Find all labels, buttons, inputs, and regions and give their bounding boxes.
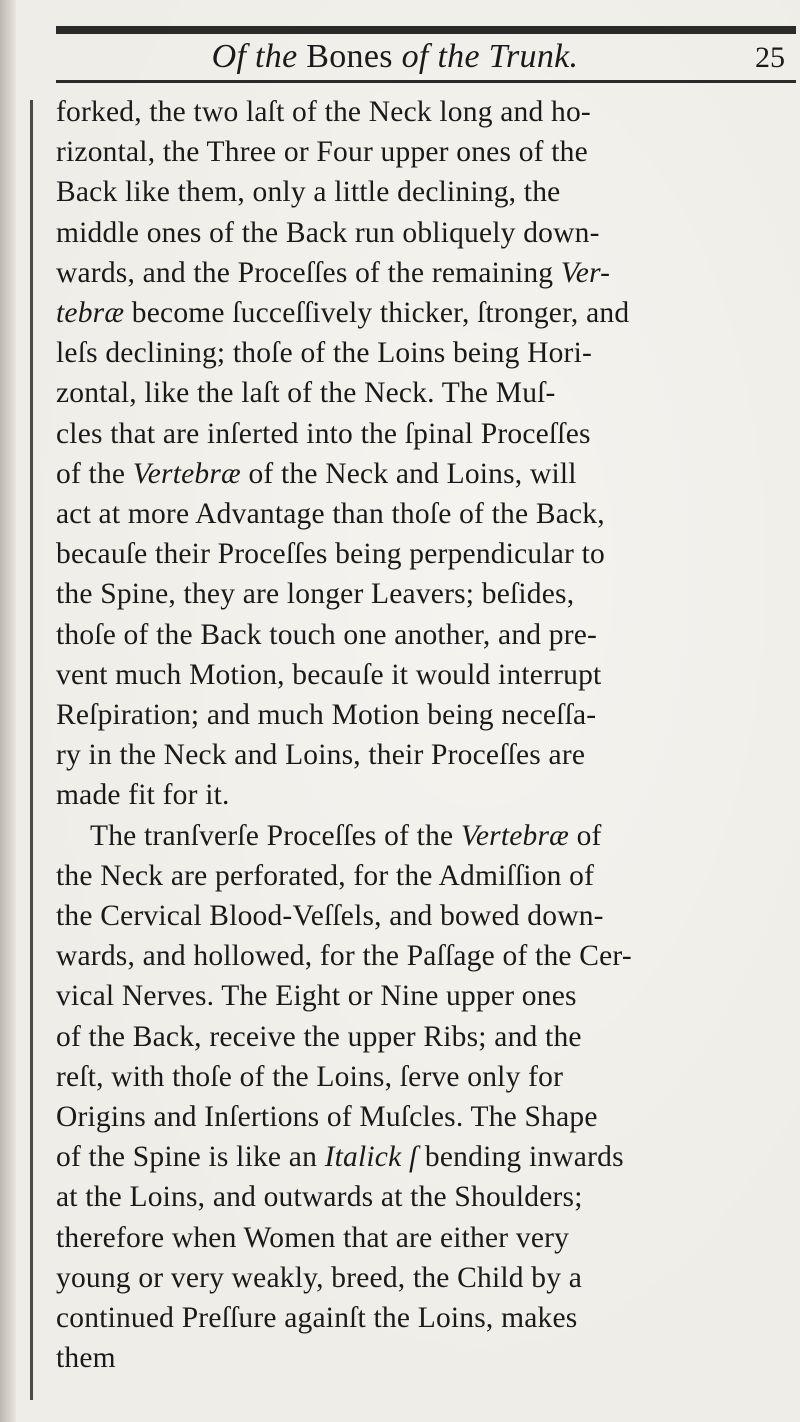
text-segment: become ſucceſſively thicker, ſtronger, and (124, 297, 630, 329)
text-segment: vent much Motion, becauſe it would interrupt (56, 658, 602, 691)
running-head-part: of the Trunk. (401, 38, 579, 75)
text-segment: act at more Advantage than thoſe of the Back, (56, 498, 605, 530)
text-segment: therefore when Women that are either very (56, 1221, 570, 1254)
text-line (56, 215, 756, 251)
text-segment: made fit for it. (56, 779, 230, 812)
text-line (56, 978, 756, 1014)
text-line (56, 617, 756, 653)
text-segment: Vertebræ (460, 819, 570, 852)
text-line (56, 1340, 756, 1376)
running-head (60, 36, 730, 78)
text-line (56, 697, 756, 733)
text-line (56, 777, 756, 813)
text-segment: of the (56, 457, 133, 490)
text-segment: Back like them, only a little declining, the (56, 176, 561, 209)
text-line (56, 456, 756, 492)
text-segment: Vertebræ (132, 457, 241, 490)
text-line (56, 375, 756, 411)
text-line (56, 938, 756, 974)
text-segment: Ver- (560, 256, 611, 289)
text-line (56, 1139, 756, 1175)
text-segment: of (569, 819, 602, 852)
text-line (56, 174, 756, 210)
top-rule (56, 26, 796, 34)
text-segment: middle ones of the Back run obliquely down- (56, 216, 600, 249)
text-segment: cles that are inſerted into the ſpinal Proceſſes (56, 417, 591, 450)
text-segment: thoſe of the Back touch one another, and pre- (56, 618, 598, 651)
text-line (56, 1059, 756, 1095)
text-line (56, 295, 756, 331)
text-segment: rizontal, the Three or Four upper ones of the (56, 136, 588, 169)
text-line (56, 576, 756, 612)
text-segment: Italick ſ (324, 1141, 418, 1174)
margin-shadow (30, 100, 33, 1400)
text-line (56, 134, 756, 170)
text-segment: reſt, with thoſe of the Loins, ſerve only for (56, 1060, 564, 1093)
page-number: 25 (755, 41, 785, 74)
text-line (56, 335, 756, 371)
running-head-part: the (255, 38, 298, 75)
text-segment: young or very weakly, breed, the Child by a (56, 1261, 583, 1294)
text-segment: Reſpiration; and much Motion being neceſſa- (56, 699, 597, 731)
text-line (56, 1099, 756, 1135)
text-line (56, 1260, 756, 1296)
text-segment: continued Preſſure againſt the Loins, makes (56, 1302, 578, 1334)
text-line (56, 1300, 756, 1336)
text-segment: leſs declining; thoſe of the Loins being Hori- (56, 337, 592, 370)
text-line (56, 898, 756, 934)
text-line (56, 657, 756, 693)
text-line (56, 1019, 756, 1055)
text-segment: of the Spine is like an (56, 1141, 325, 1174)
running-head-part: Of (211, 38, 256, 75)
text-segment: of the Back, receive the upper Ribs; and the (56, 1020, 582, 1053)
text-segment: wards, and the Proceſſes of the remaining (56, 256, 561, 289)
binding-edge (0, 0, 16, 1422)
header-rule (56, 80, 796, 83)
running-head-part: Bones (297, 38, 402, 75)
text-line (56, 737, 756, 773)
text-segment: wards, and hollowed, for the Paſſage of the Cer- (56, 940, 632, 973)
text-line (56, 416, 756, 452)
text-segment: the Cervical Blood-Veſſels, and bowed down- (56, 900, 604, 932)
text-segment: of the Neck and Loins, will (240, 457, 577, 490)
text-segment: forked, the two laſt of the Neck long and ho- (56, 96, 591, 128)
text-segment: at the Loins, and outwards at the Shoulders; (56, 1181, 583, 1214)
text-segment: bending inwards (417, 1141, 624, 1174)
text-segment: them (56, 1342, 116, 1375)
text-line (56, 858, 756, 894)
text-segment: tebræ (56, 297, 125, 329)
text-line (56, 255, 756, 291)
text-line (90, 818, 790, 854)
text-segment: the Neck are perforated, for the Admiſſion of (56, 859, 595, 892)
text-line (56, 536, 756, 572)
text-line (56, 94, 756, 130)
text-segment: vical Nerves. The Eight or Nine upper ones (56, 980, 577, 1013)
text-segment: zontal, like the laſt of the Neck. The Muſ- (56, 377, 556, 410)
text-line (56, 496, 756, 532)
text-segment: becauſe their Proceſſes being perpendicular to (56, 538, 605, 571)
text-segment: The tranſverſe Proceſſes of the (90, 819, 461, 852)
text-segment: the Spine, they are longer Leavers; beſides, (56, 578, 575, 611)
text-line (56, 1179, 756, 1215)
text-line (56, 1220, 756, 1256)
text-segment: Origins and Inſertions of Muſcles. The Shape (56, 1101, 598, 1133)
text-segment: ry in the Neck and Loins, their Proceſſes are (56, 739, 586, 772)
